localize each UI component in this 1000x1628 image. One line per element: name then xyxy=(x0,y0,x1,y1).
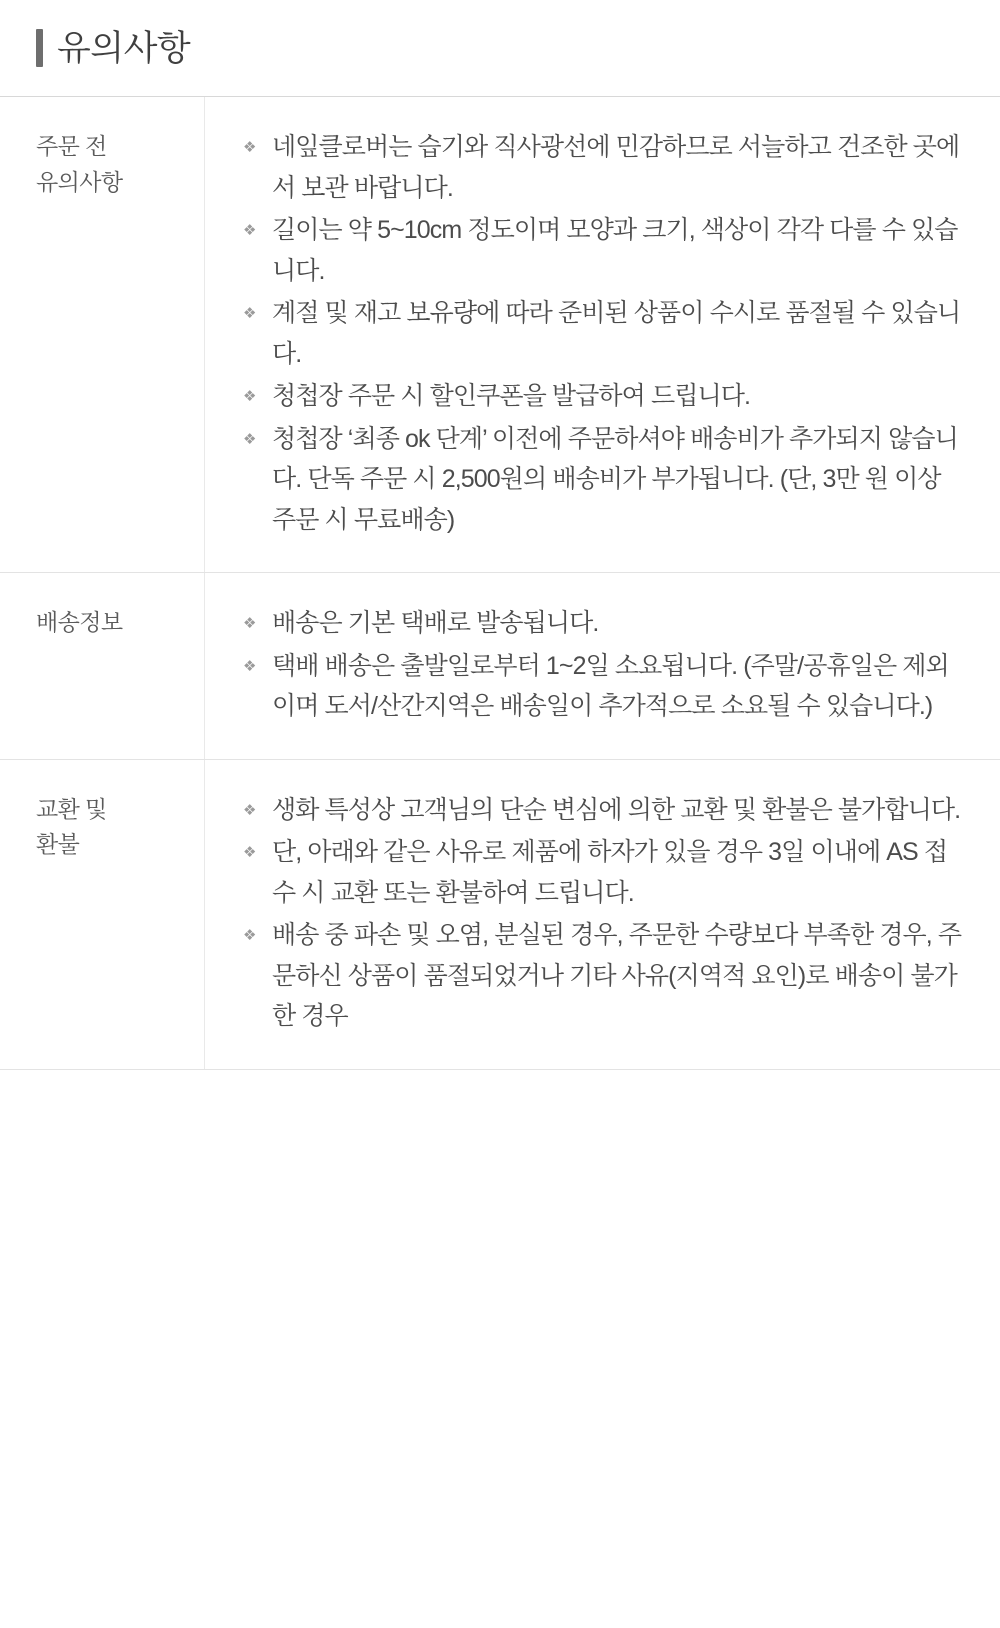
row-label-line: 유의사항 xyxy=(36,168,123,195)
row-label-order-notice xyxy=(0,97,205,572)
list-item: ❖ 계절 및 재고 보유량에 따라 준비된 상품이 수시로 품절될 수 있습니다. xyxy=(241,293,966,374)
row-label-line: 배송정보 xyxy=(36,609,123,635)
list-item: ❖ 생화 특성상 고객님의 단순 변심에 의한 교환 및 환불은 불가합니다. xyxy=(241,790,966,831)
list-item: ❖ 청첩장 주문 시 할인쿠폰을 발급하여 드립니다. xyxy=(241,376,966,417)
bullet-list xyxy=(241,127,966,540)
notice-table xyxy=(0,96,1000,1070)
list-item: ❖ 청첩장 ‘최종 ok 단계’ 이전에 주문하셔야 배송비가 추가되지 않습니다. 단독 주문 시 2,500원의 배송비가 부가됩니다. (단, 3만 원 이상 주문 시 무료배송) xyxy=(241,419,966,541)
list-item: ❖ 택배 배송은 출발일로부터 1~2일 소요됩니다. (주말/공휴일은 제외이며 도서/산간지역은 배송일이 추가적으로 소요될 수 있습니다.) xyxy=(241,646,966,727)
list-item: ❖ 길이는 약 5~10cm 정도이며 모양과 크기, 색상이 각각 다를 수 있습니다. xyxy=(241,210,966,291)
row-body-shipping-info xyxy=(205,573,1000,759)
list-item: ❖ 네잎클로버는 습기와 직사광선에 민감하므로 서늘하고 건조한 곳에서 보관 바랍니다. xyxy=(241,127,966,208)
row-label-line: 주문 전 xyxy=(36,133,107,159)
table-row xyxy=(0,573,1000,760)
row-label-exchange-refund xyxy=(0,760,205,1069)
title-accent-bar xyxy=(36,29,43,67)
table-row xyxy=(0,97,1000,573)
row-body-exchange-refund xyxy=(205,760,1000,1069)
page-title-row xyxy=(0,0,1000,96)
row-label-line: 환불 xyxy=(36,831,80,858)
table-row xyxy=(0,760,1000,1070)
bullet-list xyxy=(241,790,966,1037)
row-label-line: 교환 및 xyxy=(36,795,107,822)
list-item: ❖ 단, 아래와 같은 사유로 제품에 하자가 있을 경우 3일 이내에 AS 접수 시 교환 또는 환불하여 드립니다. xyxy=(241,832,966,913)
list-item-note: ❖ 배송 중 파손 및 오염, 분실된 경우, 주문한 수량보다 부족한 경우, 주문하신 상품이 품절되었거나 기타 사유(지역적 요인)로 배송이 불가한 경우 xyxy=(241,915,966,1037)
list-item: ❖ 배송은 기본 택배로 발송됩니다. xyxy=(241,603,966,644)
row-label-shipping-info xyxy=(0,573,205,759)
page-title: 유의사항 xyxy=(57,28,191,68)
row-body-order-notice xyxy=(205,97,1000,572)
bullet-list xyxy=(241,603,966,727)
